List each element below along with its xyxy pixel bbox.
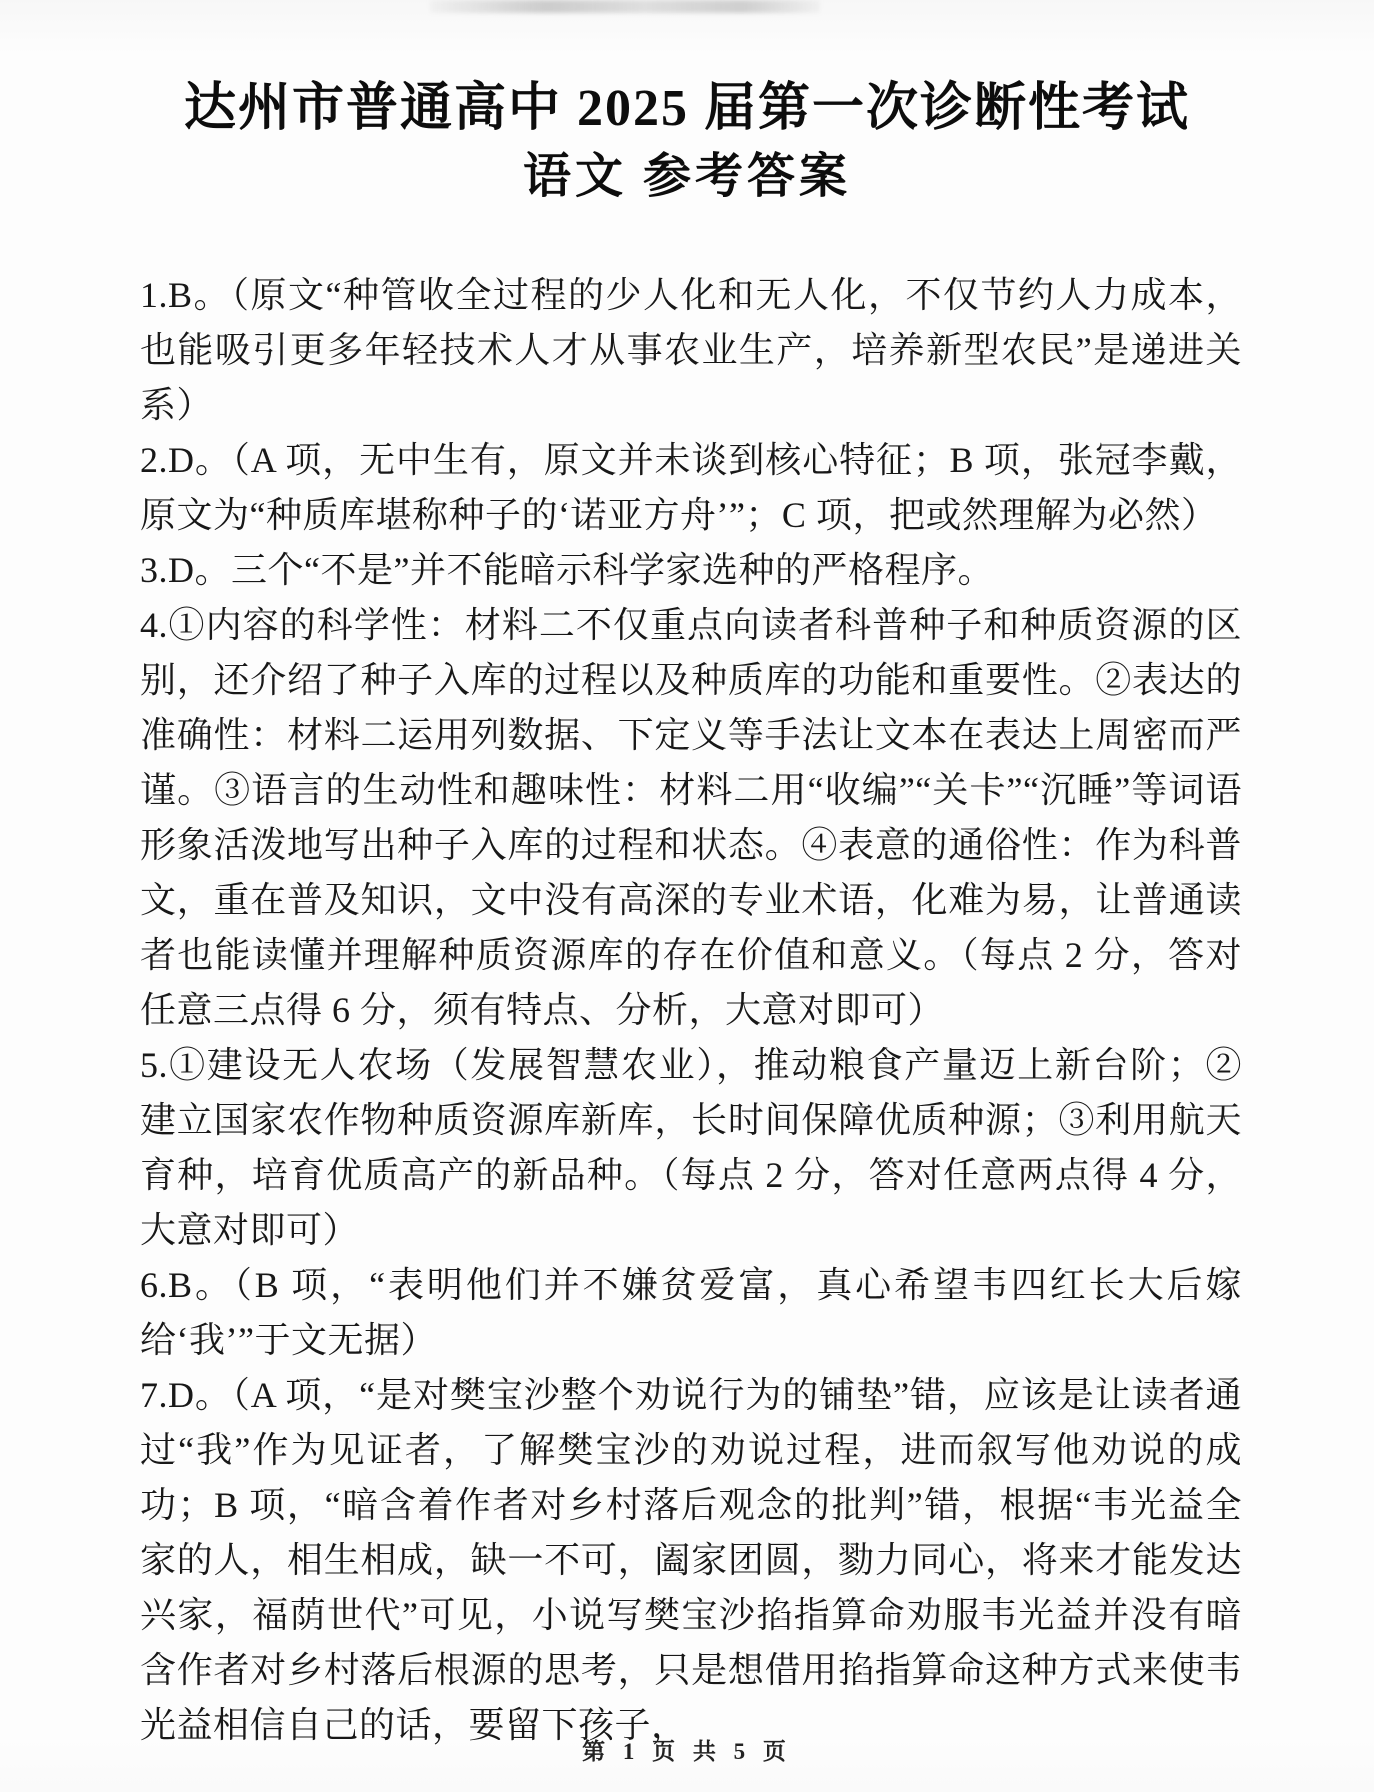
answer-item-3: 3.D。三个“不是”并不能暗示科学家选种的严格程序。 xyxy=(140,550,994,590)
answers-section xyxy=(140,268,1242,1753)
answer-item-1: 1.B。（原文“种管收全过程的少人化和无人化，不仅节约人力成本，也能吸引更多年轻技术人才从事农业生产，培养新型农民”是递进关系） xyxy=(140,275,1242,425)
scan-smudge-artifact xyxy=(430,0,820,13)
answer-item-4: 4.①内容的科学性：材料二不仅重点向读者科普种子和种质资源的区别，还介绍了种子入库的过程以及种质库的功能和重要性。②表达的准确性：材料二运用列数据、下定义等手法让文本在表达上周密而严谨。③语言的生动性和趣味性：材料二用“收编”“关卡”“沉睡”等词语形象活泼地写出种子入库的过程和状态。④表意的通俗性：作为科普文，重在普及知识，文中没有高深的专业术语，化难为易，让普通读者也能读懂并理解种质资源库的存在价值和意义。（每点 2 分，答对任意三点得 6 分，须有特点、分析，大意对即可） xyxy=(140,605,1242,1030)
page-footer xyxy=(0,1733,1374,1792)
document-header xyxy=(0,0,1374,206)
answer-item-7: 7.D。（A 项，“是对樊宝沙整个劝说行为的铺垫”错，应该是让读者通过“我”作为见证者，了解樊宝沙的劝说过程，进而叙写他劝说的成功；B 项，“暗含着作者对乡村落后观念的批判”错，根据“韦光益全家的人，相生相成，缺一不可，阖家团圆，勠力同心，将来才能发达兴家，福荫世代”可见，小说写樊宝沙掐指算命劝服韦光益并没有暗含作者对乡村落后根源的思考，只是想借用掐指算命这种方式来使韦光益相信自己的话，要留下孩子， xyxy=(140,1375,1242,1745)
answer-item-5: 5.①建设无人农场（发展智慧农业），推动粮食产量迈上新台阶；②建立国家农作物种质资源库新库，长时间保障优质种源；③利用航天育种，培育优质高产的新品种。（每点 2 分，答对任意两点得 4 分，大意对即可） xyxy=(140,1045,1242,1250)
document-subtitle: 语文 参考答案 xyxy=(522,150,851,203)
page-number-indicator: 第 1 页 共 5 页 xyxy=(582,1739,792,1764)
answer-item-2: 2.D。（A 项，无中生有，原文并未谈到核心特征；B 项，张冠李戴，原文为“种质库堪称种子的‘诺亚方舟’”；C 项，把或然理解为必然） xyxy=(140,440,1242,535)
document-title: 达州市普通高中 2025 届第一次诊断性考试 xyxy=(183,80,1190,137)
answer-item-6: 6.B。（B 项，“表明他们并不嫌贫爱富，真心希望韦四红长大后嫁给‘我’”于文无据） xyxy=(140,1265,1242,1360)
